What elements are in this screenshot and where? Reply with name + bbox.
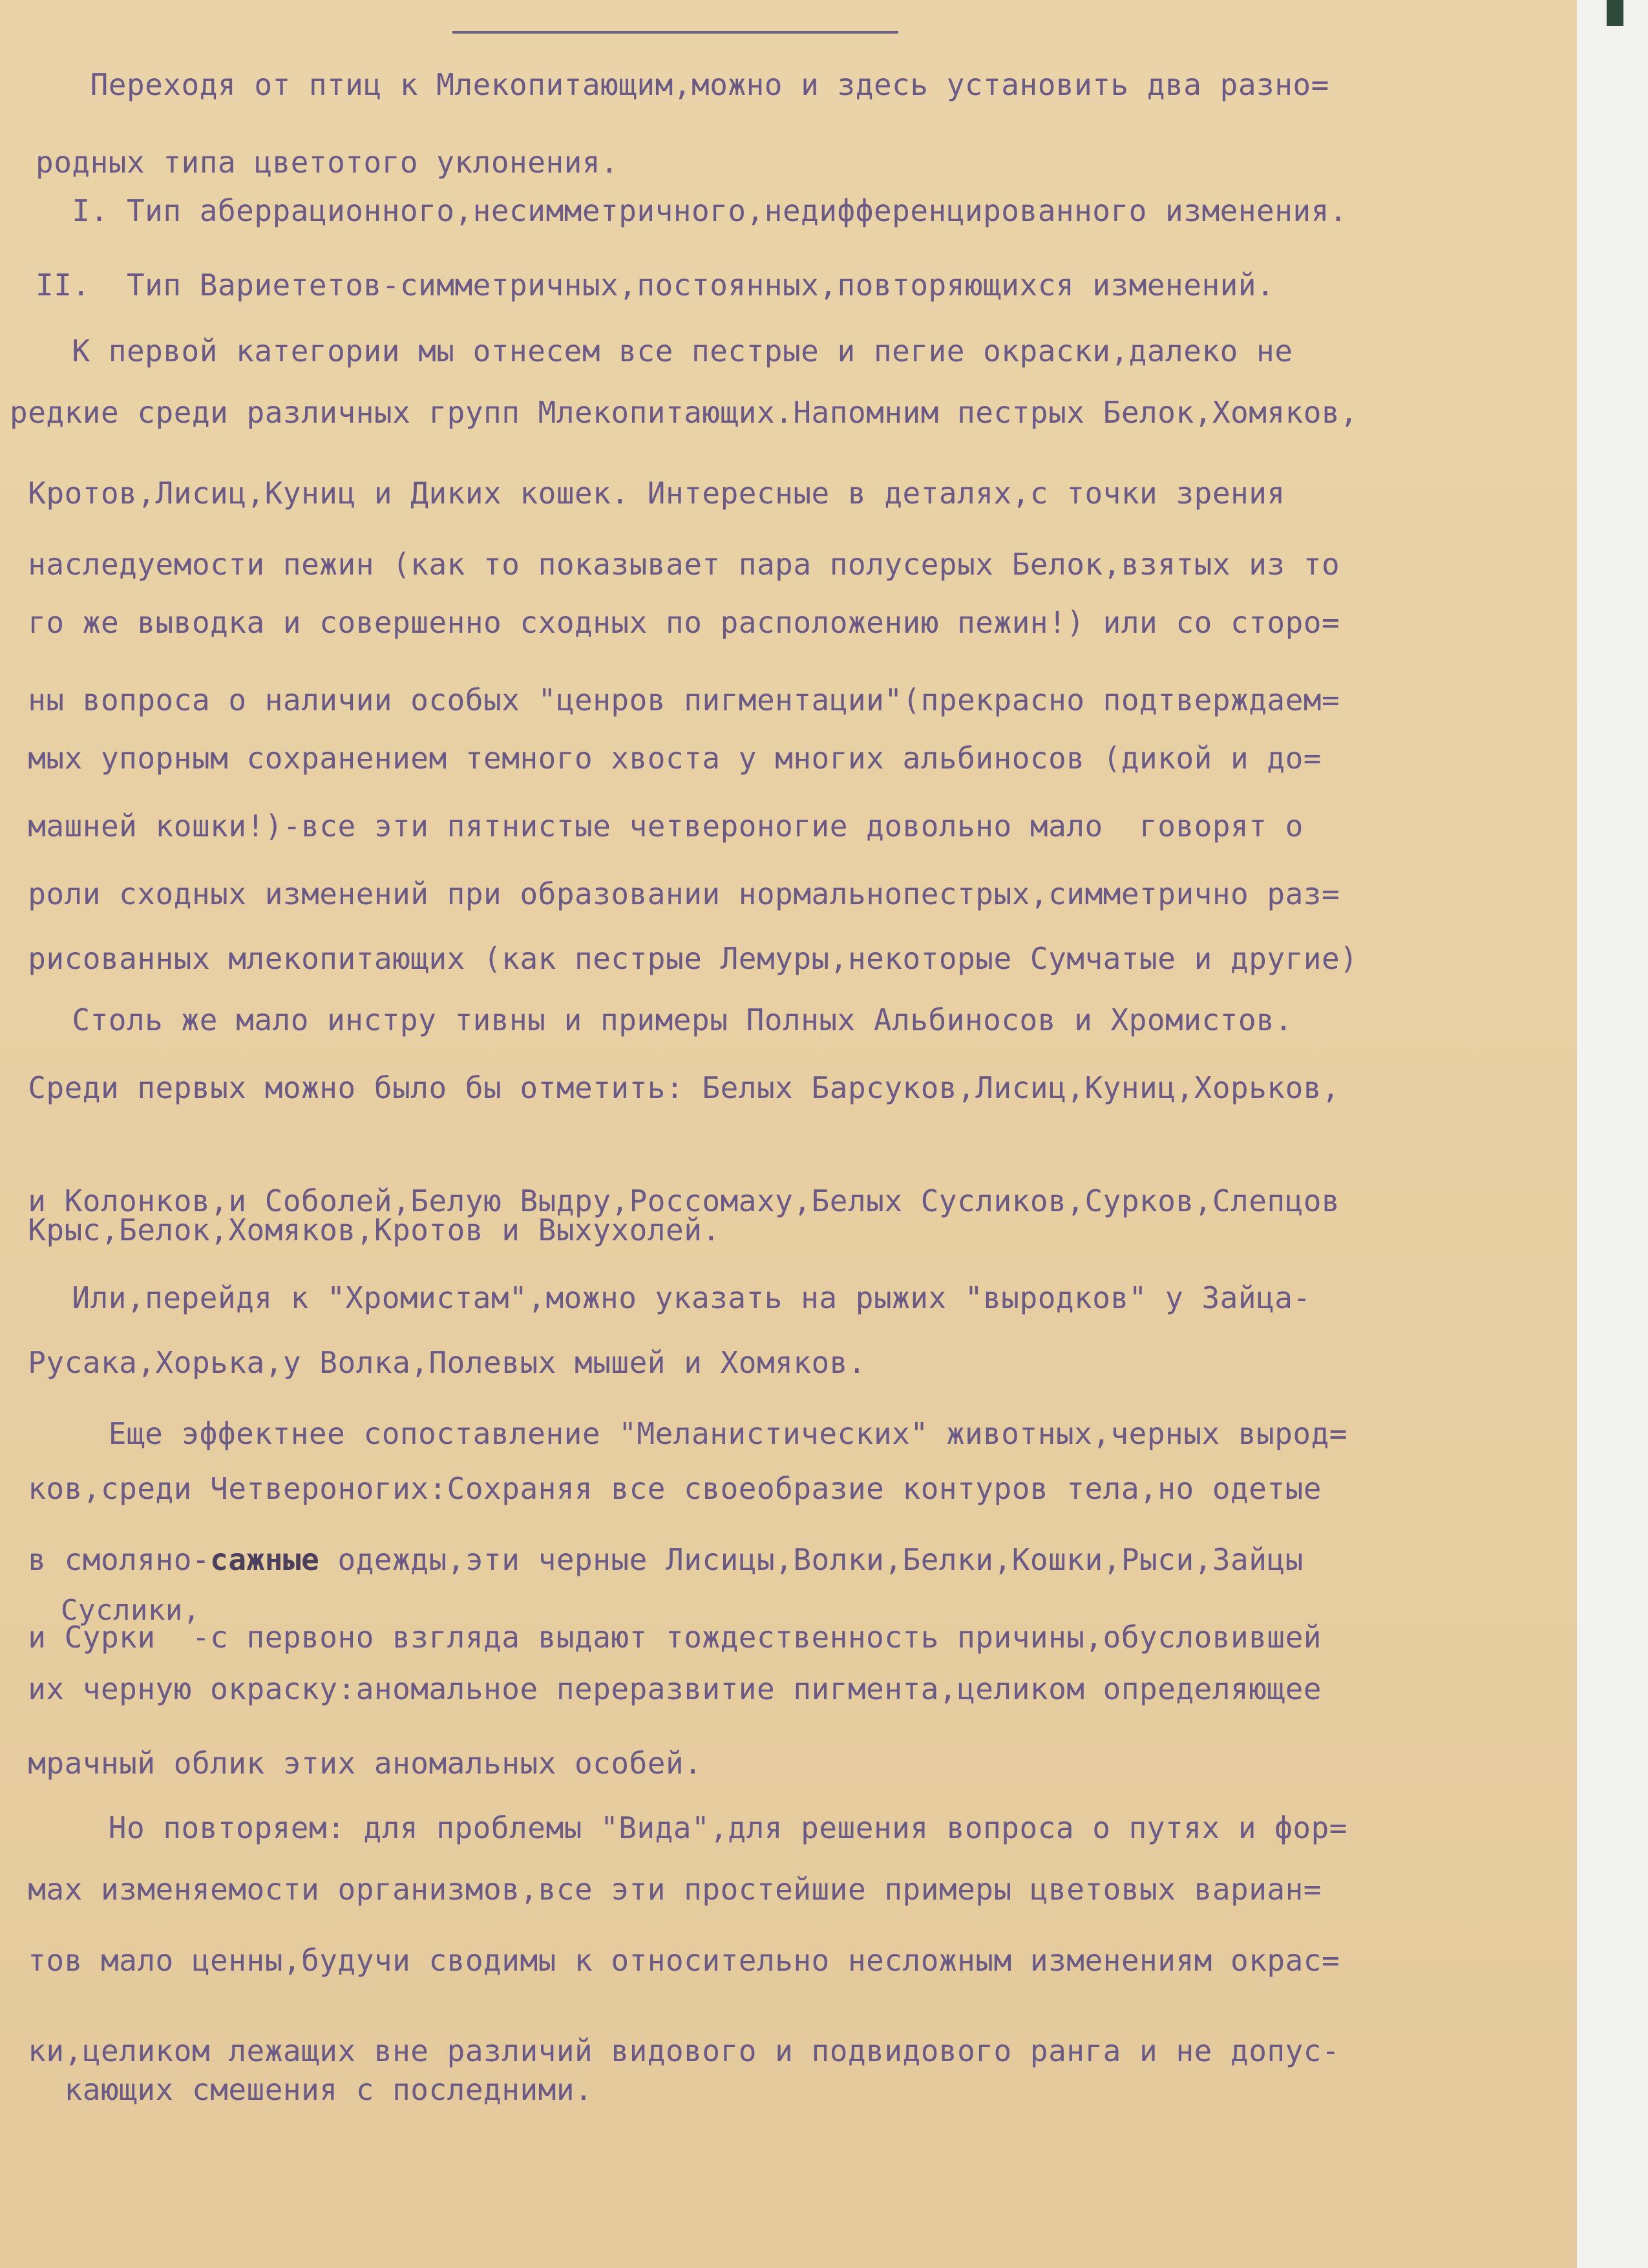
top-rule [452,31,898,34]
text-line: роли сходных изменений при образовании нормальнопестрых,симметрично раз= [10,876,1340,911]
text-line: редкие среди различных групп Млекопитающих.Напомним пестрых Белок,Хомяков, [10,395,1358,430]
text-line: К первой категории мы отнесем все пестрые и пегие окраски,далеко не [36,334,1293,368]
text-line: их черную окраску:аномальное переразвитие пигмента,целиком определяющее [10,1671,1322,1706]
text-line: кающих смешения с последними. [10,2072,593,2107]
text-line: родных типа цветотого уклонения. [36,145,619,180]
text-line: ны вопроса о наличии особых "ценров пигментации"(прекрасно подтверждаем= [10,683,1340,717]
text-line: Столь же мало инстру тивны и примеры Полных Альбиносов и Хромистов. [36,1002,1293,1037]
text-line: Русака,Хорька,у Волка,Полевых мышей и Хомяков. [10,1345,867,1380]
text-line: мах изменяемости организмов,все эти простейшие примеры цветовых вариан= [10,1872,1322,1907]
scan-background-edge [1577,0,1648,2268]
text-line: рисованных млекопитающих (как пестрые Лемуры,некоторые Сумчатые и другие) [10,941,1358,976]
overstrike-word: сажные [210,1542,320,1577]
text-line: II. Тип Вариететов-симметричных,постоянных,повторяющихся изменений. [36,268,1275,302]
text-line [10,1542,1304,1577]
text-line: го же выводка и совершенно сходных по расположению пежин!) или со сторо= [10,605,1340,640]
text-line: Кротов,Лисиц,Куниц и Диких кошек. Интересные в деталях,с точки зрения [10,476,1285,511]
text-line: ки,целиком лежащих вне различий видового и подвидового ранга и не допус- [10,2033,1340,2068]
text-line: Но повторяем: для проблемы "Вида",для решения вопроса о путях и фор= [36,1810,1347,1845]
text-line: наследуемости пежин (как то показывает пара полусерых Белок,взятых из то [10,547,1340,582]
text-line: Или,перейдя к "Хромистам",можно указать на рыжих "выродков" у Зайца- [36,1280,1311,1315]
text-segment: в смоляно- [10,1542,211,1577]
text-line: Еще эффектнее сопоставление "Меланистических" животных,черных вырод= [36,1416,1347,1451]
handwritten-insert: Суслики, [26,1594,200,1627]
text-segment: одежды,эти черные Лисицы,Волки,Белки,Кошки,Рыси,Зайцы [319,1542,1304,1577]
text-line: Переходя от птиц к Млекопитающим,можно и здесь установить два разно= [36,67,1329,102]
text-line: Крыс,Белок,Хомяков,Кротов и Выхухолей. [10,1213,721,1247]
text-line: и Колонков,и Соболей,Белую Выдру,Россомаху,Белых Сусликов,Сурков,Слепцов [10,1183,1340,1218]
text-line: и Сурки -с первоно взгляда выдают тождественность причины,обусловившей [10,1620,1322,1655]
text-line: I. Тип аберрационного,несимметричного,недифференцированного изменения. [36,193,1347,228]
text-line: машней кошки!)-все эти пятнистые четвероногие довольно мало говорят о [10,809,1304,843]
text-line: мых упорным сохранением темного хвоста у многих альбиносов (дикой и до= [10,741,1322,776]
text-line: мрачный облик этих аномальных особей. [10,1746,703,1781]
scan-corner-mark [1607,0,1623,26]
text-line: тов мало ценны,будучи сводимы к относительно несложным изменениям окрас= [10,1943,1340,1978]
text-line: ков,среди Четвероногих:Сохраняя все своеобразие контуров тела,но одетые [10,1471,1322,1506]
text-line: Среди первых можно было бы отметить: Белых Барсуков,Лисиц,Куниц,Хорьков, [10,1070,1340,1105]
